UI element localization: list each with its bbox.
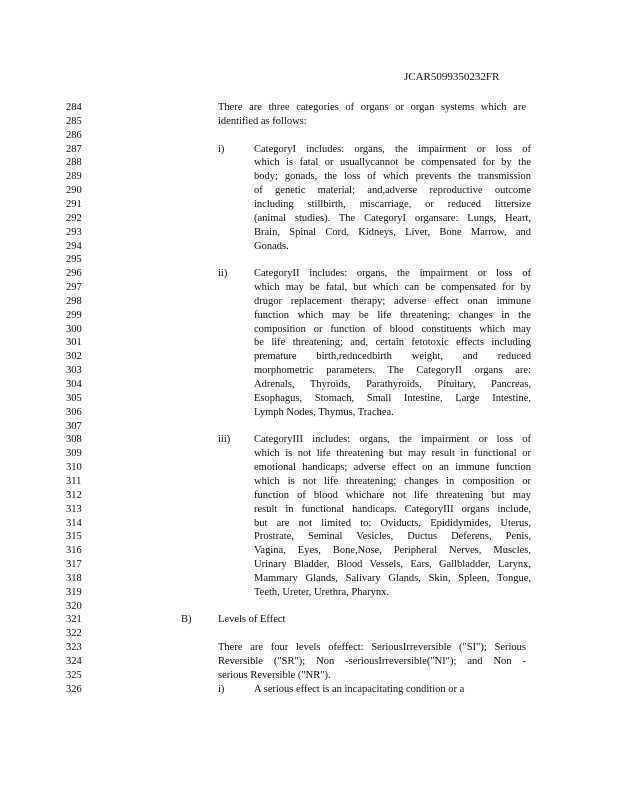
- line-number: 288: [66, 157, 82, 169]
- line-number: 309: [66, 448, 82, 460]
- line-text: Urinary Bladder, Blood Vessels, Ears, Gallbladder, Larynx,: [254, 559, 531, 571]
- line-text: Esophagus, Stomach, Small Intestine, Large Intestine,: [254, 392, 531, 404]
- section-marker: B): [181, 614, 192, 626]
- document-line: [0, 558, 618, 572]
- line-number: 319: [66, 586, 82, 598]
- document-line: [0, 669, 618, 683]
- document-line: [0, 586, 618, 600]
- line-number: 298: [66, 295, 82, 307]
- line-number: 296: [66, 268, 82, 280]
- line-text: Brain, Spinal Cord, Kidneys, Liver, Bone Marrow, and: [254, 226, 531, 238]
- line-text: morphometric parameters. The CategoryII organs are:: [254, 365, 531, 377]
- line-text: CategoryI includes: organs, the impairment or loss of: [254, 143, 531, 155]
- list-marker: i): [218, 143, 225, 155]
- line-text: Prostrate, Seminal Vesicles, Ductus Deferens, Penis,: [254, 531, 531, 543]
- line-number: 307: [66, 420, 82, 432]
- document-line: [0, 627, 618, 641]
- line-number: 301: [66, 337, 82, 349]
- line-text: body; gonads, the loss of which prevents the transmission: [254, 171, 531, 183]
- line-text: premature birth,reducedbirth weight, and reduced: [254, 351, 531, 363]
- document-line: [0, 613, 618, 627]
- section-heading: Levels of Effect: [218, 614, 286, 626]
- document-line: [0, 489, 618, 503]
- document-line: [0, 572, 618, 586]
- line-number: 312: [66, 489, 82, 501]
- line-text: of genetic material; and,adverse reproductive outcome: [254, 185, 531, 197]
- line-text: which is not life threatening; changes in composition or: [254, 475, 531, 487]
- document-line: [0, 184, 618, 198]
- document-line: [0, 267, 618, 281]
- line-number: 300: [66, 323, 82, 335]
- document-line: [0, 253, 618, 267]
- line-number: 293: [66, 226, 82, 238]
- line-number: 325: [66, 669, 82, 681]
- line-number: 302: [66, 351, 82, 363]
- line-number: 287: [66, 143, 82, 155]
- line-number: 286: [66, 129, 82, 141]
- document-code: JCAR5099350232FR: [404, 71, 500, 83]
- line-text: serious Reversible ("NR").: [218, 669, 331, 681]
- document-line: [0, 503, 618, 517]
- list-marker: i): [218, 683, 225, 695]
- line-text: result in functional handicaps. CategoryIII organs include,: [254, 503, 531, 515]
- document-line: [0, 683, 618, 697]
- document-line: [0, 433, 618, 447]
- document-line: [0, 461, 618, 475]
- line-number: 295: [66, 254, 82, 266]
- document-line: [0, 170, 618, 184]
- document-line: [0, 600, 618, 614]
- line-number: 313: [66, 503, 82, 515]
- line-number: 294: [66, 240, 82, 252]
- document-line: [0, 475, 618, 489]
- line-text: be life threatening; and, certain fetotoxic effects including: [254, 337, 531, 349]
- line-text: There are three categories of organs or organ systems which are: [218, 102, 526, 113]
- line-number: 318: [66, 572, 82, 584]
- line-text: CategoryII includes: organs, the impairment or loss of: [254, 268, 531, 280]
- line-number: 292: [66, 212, 82, 224]
- document-line: [0, 420, 618, 434]
- document-line: [0, 323, 618, 337]
- line-number: 320: [66, 600, 82, 612]
- document-line: [0, 364, 618, 378]
- document-line: [0, 281, 618, 295]
- line-text: Gonads.: [254, 240, 289, 252]
- line-text: emotional handicaps; adverse effect on an immune function: [254, 462, 531, 474]
- document-line: [0, 240, 618, 254]
- line-text: Reversible ("SR"); Non -seriousIrreversible("NI"); and Non -: [218, 656, 526, 667]
- line-number: 289: [66, 171, 82, 183]
- line-text: including stillbirth, miscarriage, or reduced littersize: [254, 198, 531, 210]
- line-number: 321: [66, 614, 82, 626]
- document-line: [0, 101, 618, 115]
- document-line: [0, 544, 618, 558]
- document-line: [0, 295, 618, 309]
- document-line: [0, 406, 618, 420]
- document-line: [0, 336, 618, 350]
- line-text: which is fatal or usuallycannot be compensated for by the: [254, 157, 531, 169]
- line-text: Adrenals, Thyroids, Parathyroids, Pituitary, Pancreas,: [254, 379, 531, 390]
- line-number: 311: [66, 475, 82, 487]
- line-text: but are not limited to: Oviducts, Epididymides, Uterus,: [254, 517, 531, 529]
- document-line: [0, 226, 618, 240]
- line-number: 284: [66, 102, 82, 113]
- line-text: which is not life threatening but may result in functional or: [254, 448, 531, 460]
- document-line: [0, 212, 618, 226]
- line-number: 303: [66, 365, 82, 377]
- document-line: [0, 392, 618, 406]
- line-text: function of blood whichare not life threatening but may: [254, 489, 531, 501]
- line-text: Lymph Nodes, Thymus, Trachea.: [254, 406, 394, 418]
- document-line: [0, 129, 618, 143]
- document-line: [0, 655, 618, 669]
- line-number: 306: [66, 406, 82, 418]
- document-line: [0, 517, 618, 531]
- line-number: 322: [66, 628, 82, 640]
- line-number: 299: [66, 309, 82, 321]
- line-number: 310: [66, 462, 82, 474]
- document-line: [0, 350, 618, 364]
- line-number: 305: [66, 392, 82, 404]
- line-number: 316: [66, 545, 82, 557]
- line-text: function which may be life threatening; changes in the: [254, 309, 531, 321]
- line-number: 308: [66, 434, 82, 446]
- list-marker: ii): [218, 268, 228, 280]
- document-line: [0, 115, 618, 129]
- line-number: 297: [66, 282, 82, 294]
- line-number: 290: [66, 185, 82, 197]
- line-text: Vagina, Eyes, Bone,Nose, Peripheral Nerves, Muscles,: [254, 545, 531, 557]
- line-number: 304: [66, 379, 82, 390]
- document-line: [0, 447, 618, 461]
- line-text: (animal studies). The CategoryI organsare: Lungs, Heart,: [254, 212, 531, 224]
- line-number: 314: [66, 517, 82, 529]
- document-line: [0, 378, 618, 392]
- line-number: 285: [66, 115, 82, 127]
- line-text: There are four levels ofeffect: SeriousIrreversible ("SI"); Serious: [218, 642, 526, 654]
- list-marker: iii): [218, 434, 231, 446]
- document-line: [0, 143, 618, 157]
- line-text: drugor replacement therapy; adverse effect onan immune: [254, 295, 531, 307]
- line-text: composition or function of blood constituents which may: [254, 323, 531, 335]
- document-line: [0, 309, 618, 323]
- document-line: [0, 641, 618, 655]
- document-line: [0, 156, 618, 170]
- line-number: 326: [66, 683, 82, 695]
- line-number: 324: [66, 656, 82, 667]
- line-text: A serious effect is an incapacitating condition or a: [254, 683, 465, 695]
- line-text: Teeth, Ureter, Urethra, Pharynx.: [254, 586, 389, 598]
- line-number: 323: [66, 642, 82, 654]
- line-text: which may be fatal, but which can be compensated for by: [254, 282, 531, 294]
- line-number: 291: [66, 198, 82, 210]
- line-text: CategoryIII includes: organs, the impairment or loss of: [254, 434, 531, 446]
- line-text: Mammary Glands, Salivary Glands, Skin, Spleen, Tongue,: [254, 572, 531, 584]
- document-line: [0, 530, 618, 544]
- line-number: 317: [66, 559, 82, 571]
- line-number: 315: [66, 531, 82, 543]
- document-line: [0, 198, 618, 212]
- line-text: identified as follows:: [218, 115, 307, 127]
